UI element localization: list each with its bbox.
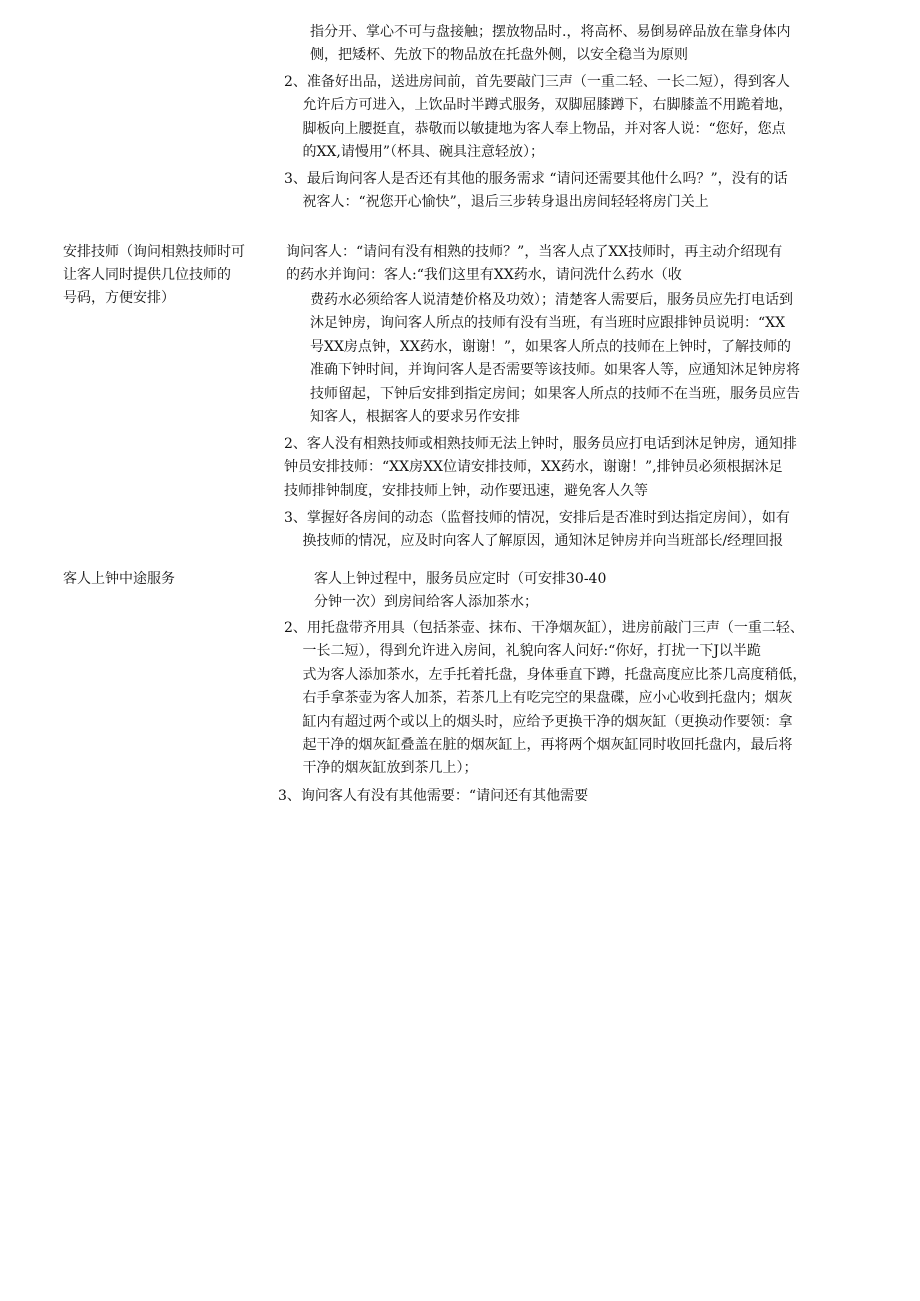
- section3-item-1: 客人上钟过程中，服务员应定时（可安排30-40 分钟一次）到房间给客人添加茶水；: [314, 571, 607, 611]
- section1-continued-paragraph: 指分开、掌心不可与盘接触；摆放物品时.，将高杯、易倒易碎品放在靠身体内 侧，把矮杯、先放下的物品放在托盘外侧，以安全稳当为原则: [310, 24, 791, 64]
- section2-item-1-body: 费药水必须给客人说清楚价格及功效）；清楚客人需要后，服务员应先打电话到 沐足钟房，询问客人所点的技师有没有当班，有当班时应跟排钟员说明：“XX 号XX房点钟，XX药水，谢谢！”，如果客人所点的技师在上钟时，了解技师的 准确下钟时间，并询问客人是否需要等该技师。如果客人等，应通知沐足钟房将 技师留起，下钟后安排到指定房间；如果客人所点的技师不在当班，服务员应告 知客人，根据客人的要求另作安排: [310, 292, 800, 426]
- section1-item-2: 2、准备好出品，送进房间前，首先要敲门三声（一重二轻、一长二短），得到客人 允许后方可进入，上饮品时半蹲式服务，双脚屈膝蹲下，右脚膝盖不用跪着地， 脚板向上腰挺直，恭敬而以敏捷地为客人奉上物品，并对客人说：“您好，您点 的XX,请慢用”（杯具、碗具注意轻放）；: [284, 74, 793, 161]
- section3-label: 客人上钟中途服务: [63, 571, 175, 587]
- section3-item-3: 3、询问客人有没有其他需要：“请问还有其他需要: [278, 788, 589, 804]
- section2-item-1-head: 询问客人：“请问有没有相熟的技师？”，当客人点了XX技师时，再主动介绍现有 的药水并询问：客人:“我们这里有XX药水，请问洗什么药水（收: [286, 244, 783, 284]
- section2-label: 安排技师（询问相熟技师时可 让客人同时提供几位技师的 号码，方便安排）: [63, 244, 245, 306]
- section1-item-3: 3、最后询问客人是否还有其他的服务需求 “请问还需要其他什么吗？”，没有的话 祝客人：“祝您开心愉快”，退后三步转身退出房间轻轻将房门关上: [284, 171, 788, 211]
- section2-item-2: 2、客人没有相熟技师或相熟技师无法上钟时，服务员应打电话到沐足钟房，通知排 钟员安排技师：“XX房XX位请安排技师，XX药水，谢谢！”,排钟员必须根据沐足 技师排钟制度，安排技师上钟，动作要迅速，避免客人久等: [284, 436, 797, 499]
- section3-item-2: 2、用托盘带齐用具（包括茶壶、抹布、干净烟灰缸），进房前敲门三声（一重二轻、 一长二短），得到允许进入房间，礼貌向客人问好:“你好，打扰一下J以半跪 式为客人添加茶水，左手托着托盘，身体垂直下蹲，托盘高度应比茶几高度稍低， 右手拿茶壶为客人加茶，若茶几上有吃完空的果盘碟，应小心收到托盘内；烟灰 缸内有超过两个或以上的烟头时，应给予更换干净的烟灰缸（更换动作要领：拿 起干净的烟灰缸叠盖在脏的烟灰缸上，再将两个烟灰缸同时收回托盘内，最后将 干净的烟灰缸放到茶几上）；: [284, 620, 807, 777]
- section2-item-3: 3、掌握好各房间的动态（监督技师的情况，安排后是否准时到达指定房间），如有 换技师的情况，应及时向客人了解原因，通知沐足钟房并向当班部长/经理回报: [284, 510, 790, 550]
